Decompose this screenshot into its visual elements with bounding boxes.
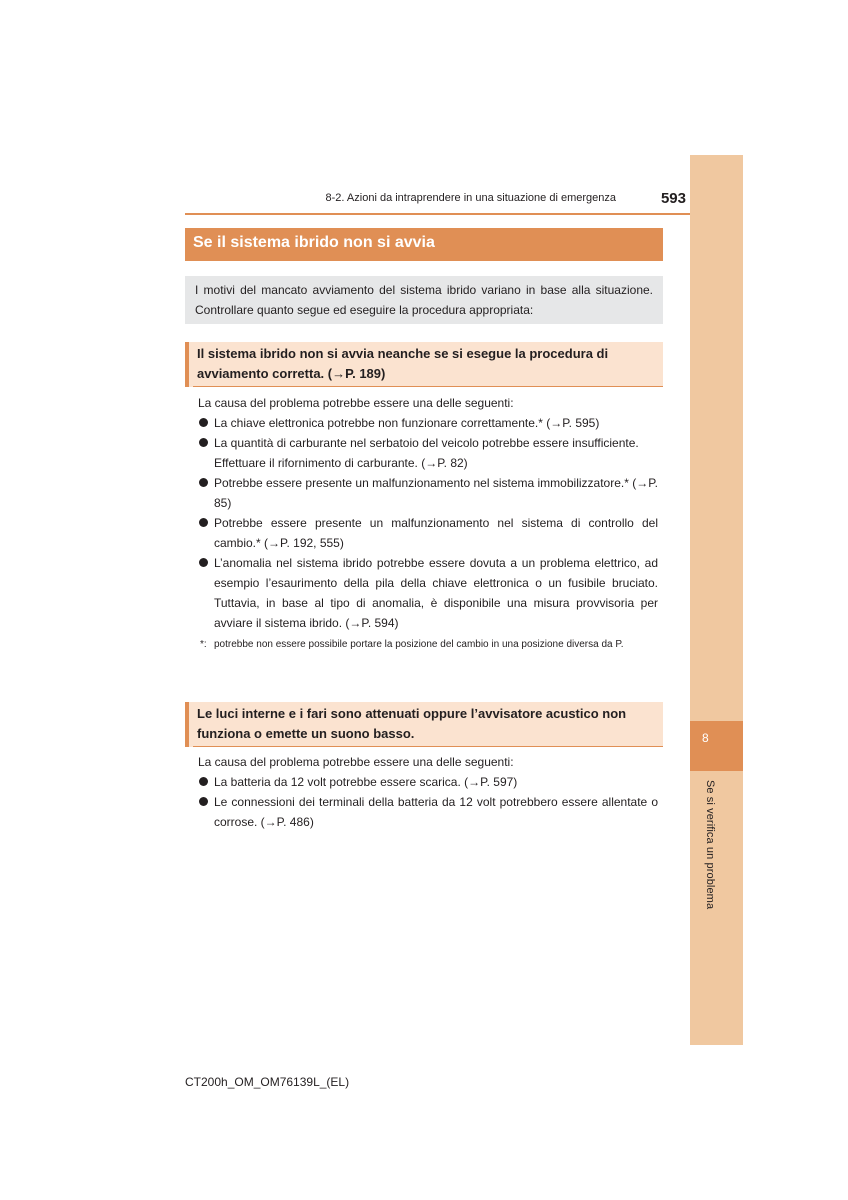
section-title: Se il sistema ibrido non si avvia xyxy=(185,228,663,261)
cause-list xyxy=(198,772,658,832)
subsection-heading-2 xyxy=(185,702,663,747)
footnote xyxy=(198,637,658,653)
subsection-heading-text: Il sistema ibrido non si avvia neanche se si esegue la procedura di avviamento corretta. (→P. 189) xyxy=(197,346,609,381)
list-item-note: Effettuare il rifornimento di carburante. (→P. 82) xyxy=(214,456,468,470)
subsection-heading-1 xyxy=(185,342,663,387)
bullet-icon xyxy=(199,777,208,786)
cause-list xyxy=(198,413,658,633)
list-item xyxy=(198,433,658,473)
bullet-icon xyxy=(199,558,208,567)
chapter-title-vertical: Se si verifica un problema xyxy=(704,780,716,910)
bullet-icon xyxy=(199,438,208,447)
chapter-side-tab xyxy=(690,155,743,1045)
section-intro: I motivi del mancato avviamento del sistema ibrido variano in base alla situazione. Controllare quanto segue ed eseguire la procedura appropriata: xyxy=(185,276,663,324)
list-item xyxy=(198,473,658,513)
list-item-text: Le connessioni dei terminali della batteria da 12 volt potrebbero essere allentate o corrose. (→P. 486) xyxy=(214,795,658,829)
heading-underline xyxy=(193,746,663,747)
running-head: 8-2. Azioni da intraprendere in una situazione di emergenza xyxy=(325,192,616,204)
page-number: 593 xyxy=(660,190,686,207)
subsection-heading-text: Le luci interne e i fari sono attenuati oppure l’avvisatore acustico non funziona o emette un suono basso. xyxy=(197,706,627,741)
list-item-text: L’anomalia nel sistema ibrido potrebbe essere dovuta a un problema elettrico, ad esempio l’esaurimento della pila della chiave elettronica o un fusibile bruciato. Tuttavia, in base al tipo di anomalia, è disponibile una misura provvisoria per avviare il sistema ibrido. (→P. 594) xyxy=(214,556,658,630)
list-item-text: La chiave elettronica potrebbe non funzionare correttamente.* (→P. 595) xyxy=(214,416,600,430)
list-item xyxy=(198,772,658,792)
bullet-icon xyxy=(199,418,208,427)
list-item xyxy=(198,553,658,633)
chapter-number-tab[interactable] xyxy=(690,721,743,771)
subsection-body-1 xyxy=(198,393,658,653)
list-item xyxy=(198,513,658,553)
footnote-mark: *: xyxy=(200,639,207,650)
header-rule xyxy=(185,213,690,215)
bullet-icon xyxy=(199,797,208,806)
cause-lead: La causa del problema potrebbe essere una delle seguenti: xyxy=(198,396,514,410)
list-item xyxy=(198,413,658,433)
bullet-icon xyxy=(199,518,208,527)
list-item-text: La quantità di carburante nel serbatoio del veicolo potrebbe essere insufficiente. xyxy=(214,436,639,450)
document-code: CT200h_OM_OM76139L_(EL) xyxy=(185,1075,350,1089)
cause-lead: La causa del problema potrebbe essere una delle seguenti: xyxy=(198,755,514,769)
bullet-icon xyxy=(199,478,208,487)
list-item-text: Potrebbe essere presente un malfunzionamento nel sistema di controllo del cambio.* (→P. 192, 555) xyxy=(214,516,658,550)
subsection-body-2 xyxy=(198,752,658,832)
list-item-text: Potrebbe essere presente un malfunzionamento nel sistema immobilizzatore.* (→P. 85) xyxy=(214,476,658,510)
list-item xyxy=(198,792,658,832)
heading-underline xyxy=(193,386,663,387)
list-item-text: La batteria da 12 volt potrebbe essere scarica. (→P. 597) xyxy=(214,775,518,789)
footnote-text: potrebbe non essere possibile portare la posizione del cambio in una posizione diversa da P. xyxy=(214,639,624,650)
chapter-number: 8 xyxy=(702,731,709,745)
